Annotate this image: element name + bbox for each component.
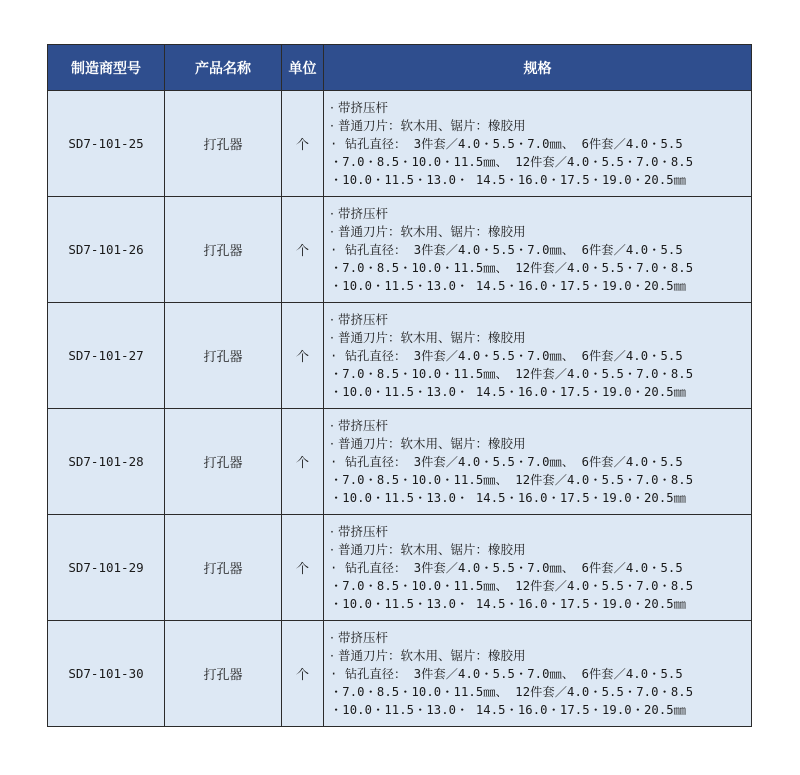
spec-line: ・10.0・11.5・13.0・ 14.5・16.0・17.5・19.0・20.5㎜ — [330, 490, 687, 505]
spec-line: · 钻孔直径： 3件套／4.0・5.5・7.0㎜、 6件套／4.0・5.5 — [330, 666, 683, 681]
cell-spec — [324, 303, 752, 409]
cell-product-name: 打孔器 — [165, 91, 282, 197]
spec-line: · 普通刀片：软木用、锯片：橡胶用 — [330, 435, 526, 451]
spec-line: ・10.0・11.5・13.0・ 14.5・16.0・17.5・19.0・20.5㎜ — [330, 702, 687, 717]
table-header — [48, 45, 752, 91]
product-spec-table — [47, 44, 752, 727]
spec-line: · 带挤压杆 — [330, 523, 388, 539]
cell-unit: 个 — [282, 91, 324, 197]
cell-product-name: 打孔器 — [165, 409, 282, 515]
spec-line: · 钻孔直径： 3件套／4.0・5.5・7.0㎜、 6件套／4.0・5.5 — [330, 348, 683, 363]
spec-line: ・10.0・11.5・13.0・ 14.5・16.0・17.5・19.0・20.5㎜ — [330, 172, 687, 187]
spec-line: ・7.0・8.5・10.0・11.5㎜、 12件套／4.0・5.5・7.0・8.5 — [330, 472, 694, 487]
table-body — [48, 91, 752, 727]
cell-product-name: 打孔器 — [165, 197, 282, 303]
spec-line: ・7.0・8.5・10.0・11.5㎜、 12件套／4.0・5.5・7.0・8.5 — [330, 684, 694, 699]
cell-spec — [324, 91, 752, 197]
spec-line: · 普通刀片：软木用、锯片：橡胶用 — [330, 541, 526, 557]
table-row — [48, 91, 752, 197]
spec-line: · 带挤压杆 — [330, 205, 388, 221]
cell-spec — [324, 621, 752, 727]
cell-spec — [324, 515, 752, 621]
cell-product-name: 打孔器 — [165, 515, 282, 621]
spec-line: ・10.0・11.5・13.0・ 14.5・16.0・17.5・19.0・20.5㎜ — [330, 384, 687, 399]
cell-model: SD7-101-29 — [48, 515, 165, 621]
header-model: 制造商型号 — [48, 45, 165, 91]
cell-unit: 个 — [282, 197, 324, 303]
spec-line: · 普通刀片：软木用、锯片：橡胶用 — [330, 329, 526, 345]
cell-spec — [324, 197, 752, 303]
table-row — [48, 515, 752, 621]
spec-line: · 钻孔直径： 3件套／4.0・5.5・7.0㎜、 6件套／4.0・5.5 — [330, 242, 683, 257]
cell-unit: 个 — [282, 409, 324, 515]
spec-line: ・7.0・8.5・10.0・11.5㎜、 12件套／4.0・5.5・7.0・8.5 — [330, 366, 694, 381]
spec-line: ・7.0・8.5・10.0・11.5㎜、 12件套／4.0・5.5・7.0・8.5 — [330, 260, 694, 275]
cell-spec — [324, 409, 752, 515]
cell-unit: 个 — [282, 303, 324, 409]
spec-line: · 钻孔直径： 3件套／4.0・5.5・7.0㎜、 6件套／4.0・5.5 — [330, 454, 683, 469]
table-row — [48, 621, 752, 727]
header-spec: 规格 — [324, 45, 752, 91]
cell-product-name: 打孔器 — [165, 303, 282, 409]
cell-model: SD7-101-28 — [48, 409, 165, 515]
table-row — [48, 303, 752, 409]
cell-model: SD7-101-27 — [48, 303, 165, 409]
cell-product-name: 打孔器 — [165, 621, 282, 727]
cell-unit: 个 — [282, 515, 324, 621]
spec-line: · 普通刀片：软木用、锯片：橡胶用 — [330, 647, 526, 663]
spec-line: · 带挤压杆 — [330, 417, 388, 433]
spec-line: · 普通刀片：软木用、锯片：橡胶用 — [330, 223, 526, 239]
product-table-container — [47, 44, 751, 727]
header-unit: 单位 — [282, 45, 324, 91]
spec-line: · 普通刀片：软木用、锯片：橡胶用 — [330, 117, 526, 133]
header-product-name: 产品名称 — [165, 45, 282, 91]
spec-line: · 钻孔直径： 3件套／4.0・5.5・7.0㎜、 6件套／4.0・5.5 — [330, 136, 683, 151]
spec-line: · 带挤压杆 — [330, 99, 388, 115]
spec-line: · 带挤压杆 — [330, 311, 388, 327]
table-row — [48, 197, 752, 303]
spec-line: ・10.0・11.5・13.0・ 14.5・16.0・17.5・19.0・20.5㎜ — [330, 278, 687, 293]
table-row — [48, 409, 752, 515]
cell-unit: 个 — [282, 621, 324, 727]
cell-model: SD7-101-26 — [48, 197, 165, 303]
spec-line: ・7.0・8.5・10.0・11.5㎜、 12件套／4.0・5.5・7.0・8.5 — [330, 154, 694, 169]
cell-model: SD7-101-30 — [48, 621, 165, 727]
spec-line: ・10.0・11.5・13.0・ 14.5・16.0・17.5・19.0・20.5㎜ — [330, 596, 687, 611]
spec-line: ・7.0・8.5・10.0・11.5㎜、 12件套／4.0・5.5・7.0・8.5 — [330, 578, 694, 593]
spec-line: · 钻孔直径： 3件套／4.0・5.5・7.0㎜、 6件套／4.0・5.5 — [330, 560, 683, 575]
spec-line: · 带挤压杆 — [330, 629, 388, 645]
cell-model: SD7-101-25 — [48, 91, 165, 197]
header-row — [48, 45, 752, 91]
